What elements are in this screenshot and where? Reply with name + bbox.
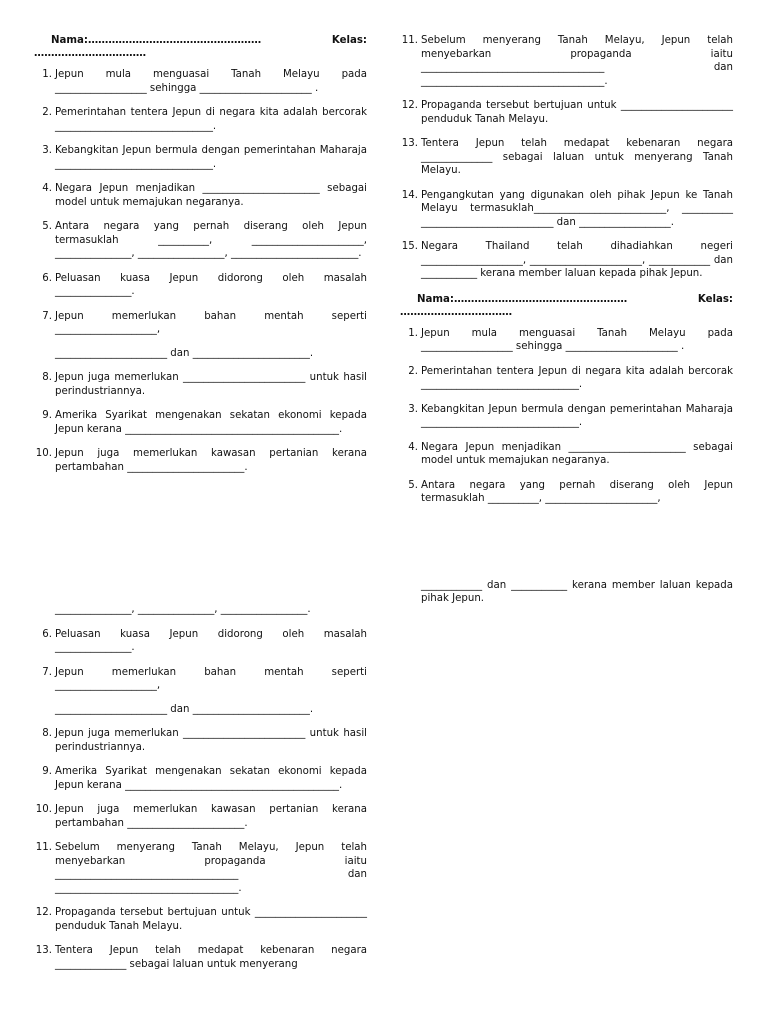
question-text: Sebelum menyerang Tanah Melayu, Jepun telah menyebarkan propaganda iaitu ____________________________________ dan ____________________________________. (421, 35, 733, 87)
question-item (34, 603, 367, 617)
question-text-cont: ______________________ dan _______________________. (55, 703, 314, 715)
question-number: 13. (401, 138, 418, 149)
question-number: 1. (42, 69, 52, 80)
question-text: Jepun mula menguasai Tanah Melayu pada __________________ sehingga ______________________ . (421, 327, 733, 352)
page-gap (34, 485, 367, 603)
class-label: Kelas: (331, 35, 367, 46)
question-number: 8. (42, 728, 52, 739)
class-dots: …………………………… (400, 306, 513, 318)
question-item (34, 272, 367, 299)
question-number: 9. (42, 410, 52, 421)
question-text: Tentera Jepun telah medapat kebenaran negara ______________ sebagai laluan untuk menyerang (55, 945, 367, 970)
question-number: 7. (42, 666, 52, 678)
question-number: 12. (401, 100, 418, 111)
question-number: 6. (42, 272, 52, 284)
question-list-2 (34, 603, 367, 971)
class-dots: …………………………… (34, 48, 147, 59)
question-number: 2. (42, 107, 52, 118)
question-number: 1. (408, 327, 418, 339)
question-item (400, 365, 733, 392)
question-text: Jepun juga memerlukan kawasan pertanian kerana pertambahan _______________________. (55, 448, 367, 473)
left-column (34, 34, 367, 982)
question-number: 5. (408, 479, 418, 491)
question-list-4 (400, 327, 733, 506)
question-text: Negara Jepun menjadikan _______________________ sebagai model untuk memajukan negaranya. (55, 183, 367, 208)
question-number: 5. (42, 221, 52, 232)
page-gap (400, 517, 733, 579)
worksheet-header (34, 34, 367, 47)
question-item (34, 144, 367, 171)
question-list-1 (34, 68, 367, 474)
question-item (34, 447, 367, 474)
question-item (400, 479, 733, 506)
question-item (34, 371, 367, 398)
question-list-5 (400, 579, 733, 606)
question-text: Kebangkitan Jepun bermula dengan pemerintahan Maharaja _______________________________. (421, 403, 733, 428)
question-text: Jepun memerlukan bahan mentah seperti ____________________, (55, 666, 367, 691)
question-number: 10. (35, 804, 52, 815)
class-label: Kelas: (697, 293, 733, 305)
question-text: Jepun juga memerlukan kawasan pertanian kerana pertambahan _______________________. (55, 804, 367, 829)
name-label: Nama:…………………………………………… (417, 293, 628, 305)
question-text-cont: ______________________ dan _______________________. (55, 347, 314, 359)
question-item (34, 310, 367, 361)
question-number: 7. (42, 310, 52, 322)
question-text: Antara negara yang pernah diserang oleh Jepun termasuklah __________, ______________________, (421, 479, 733, 504)
question-number: 10. (35, 448, 52, 459)
question-item (34, 220, 367, 261)
question-item (400, 327, 733, 354)
question-text: Kebangkitan Jepun bermula dengan pemerintahan Maharaja _______________________________. (55, 145, 367, 170)
question-number: 15. (401, 241, 418, 252)
question-item (34, 944, 367, 971)
question-text: Peluasan kuasa Jepun didorong oleh masalah _______________. (55, 272, 367, 297)
question-text: Amerika Syarikat mengenakan sekatan ekonomi kepada Jepun kerana __________________________________________. (55, 766, 367, 791)
worksheet-header (400, 293, 733, 306)
question-item (34, 106, 367, 133)
question-text: Propaganda tersebut bertujuan untuk ______________________ penduduk Tanah Melayu. (421, 100, 733, 125)
question-item (34, 666, 367, 717)
question-text: Jepun memerlukan bahan mentah seperti ____________________, (55, 310, 367, 335)
question-item (400, 137, 733, 178)
question-item (34, 803, 367, 830)
question-list-3 (400, 34, 733, 281)
question-number: 11. (35, 842, 52, 853)
question-item (34, 409, 367, 436)
question-text: Peluasan kuasa Jepun didorong oleh masalah _______________. (55, 628, 367, 653)
question-text: Sebelum menyerang Tanah Melayu, Jepun telah menyebarkan propaganda iaitu ____________________________________ dan ____________________________________. (55, 842, 367, 894)
right-column (400, 34, 733, 617)
question-number: 4. (408, 441, 418, 453)
question-text: Antara negara yang pernah diserang oleh Jepun termasuklah __________, ______________________, _______________, _________________, _________________________. (55, 221, 367, 259)
question-item (34, 841, 367, 895)
question-text-cont: ____________ dan ___________ kerana member laluan kepada pihak Jepun. (421, 579, 733, 604)
question-item (400, 189, 733, 230)
question-text: Pengangkutan yang digunakan oleh pihak Jepun ke Tanah Melayu termasuklah__________________________, __________ __________________________ dan __________________. (421, 189, 733, 228)
question-text: Jepun mula menguasai Tanah Melayu pada __________________ sehingga ______________________ . (55, 69, 367, 94)
question-number: 12. (35, 907, 52, 918)
question-text-cont: _______________, _______________, _________________. (55, 604, 311, 615)
question-item (400, 403, 733, 430)
question-item (34, 906, 367, 933)
question-text: Negara Thailand telah dihadiahkan negeri ____________________, ______________________, ____________ dan ___________ kerana member laluan kepada pihak Jepun. (421, 241, 733, 279)
name-label: Nama:…………………………………………… (51, 35, 262, 46)
question-text: Tentera Jepun telah medapat kebenaran negara ______________ sebagai laluan untuk menyerang Tanah Melayu. (421, 138, 733, 176)
question-item (400, 579, 733, 606)
question-item (400, 34, 733, 88)
question-text: Amerika Syarikat mengenakan sekatan ekonomi kepada Jepun kerana __________________________________________. (55, 410, 367, 435)
question-item (34, 182, 367, 209)
question-item (34, 765, 367, 792)
question-text: Jepun juga memerlukan ________________________ untuk hasil perindustriannya. (55, 372, 367, 397)
question-item (34, 68, 367, 95)
question-text: Negara Jepun menjadikan _______________________ sebagai model untuk memajukan negaranya. (421, 441, 733, 466)
question-number: 13. (35, 945, 52, 956)
question-item (400, 99, 733, 126)
question-number: 8. (42, 372, 52, 383)
question-text: Propaganda tersebut bertujuan untuk ______________________ penduduk Tanah Melayu. (55, 907, 367, 932)
question-item (400, 240, 733, 281)
question-text: Jepun juga memerlukan ________________________ untuk hasil perindustriannya. (55, 728, 367, 753)
question-number: 3. (408, 403, 418, 415)
question-number: 4. (42, 183, 52, 194)
question-number: 14. (401, 189, 418, 201)
question-text: Pemerintahan tentera Jepun di negara kita adalah bercorak _______________________________. (55, 107, 367, 132)
question-item (34, 727, 367, 754)
question-item (34, 628, 367, 655)
question-number: 6. (42, 628, 52, 640)
question-number: 2. (408, 365, 418, 377)
question-text: Pemerintahan tentera Jepun di negara kita adalah bercorak _______________________________. (421, 365, 733, 390)
question-item (400, 441, 733, 468)
question-number: 9. (42, 766, 52, 777)
question-number: 11. (401, 35, 418, 46)
question-number: 3. (42, 145, 52, 156)
